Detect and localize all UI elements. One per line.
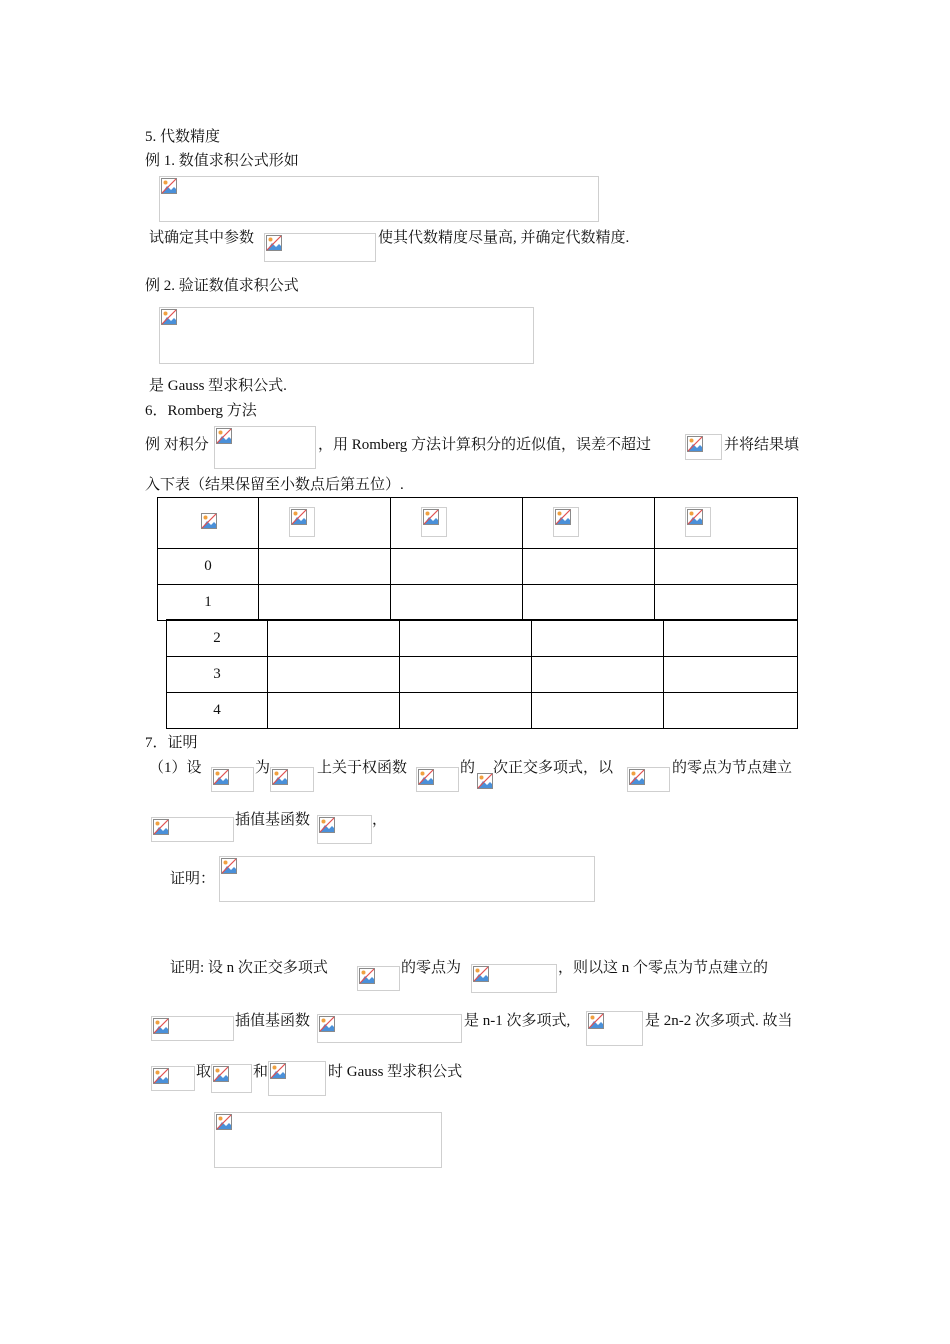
broken-image-icon — [319, 1016, 335, 1032]
broken-image-icon — [153, 819, 169, 835]
broken-image-icon — [687, 436, 703, 452]
header-image — [421, 507, 447, 537]
broken-image-icon — [270, 1063, 286, 1079]
broken-image-icon — [477, 773, 493, 789]
p2-text-a: 插值基函数 — [235, 812, 311, 828]
formula-image — [268, 1061, 326, 1096]
p1-text-c: 上关于权函数 — [317, 760, 408, 776]
p1-text-b: 为 — [255, 760, 271, 776]
broken-image-icon — [213, 769, 229, 785]
broken-image-icon — [161, 178, 177, 194]
example-1-title: 例 1. 数值求积公式形如 — [145, 153, 299, 169]
header-image — [685, 507, 711, 537]
broken-image-icon — [266, 235, 282, 251]
formula-image — [219, 856, 595, 902]
broken-image-icon — [153, 1018, 169, 1034]
broken-image-icon — [216, 428, 232, 444]
table-row — [167, 620, 798, 657]
formula-image — [416, 767, 459, 792]
row-index: 1 — [158, 585, 259, 621]
section-6-heading: 6．Romberg 方法 — [145, 403, 257, 419]
example-text-c: 并将结果填 — [724, 437, 800, 453]
broken-image-icon — [418, 769, 434, 785]
proof-text-b: 的零点为 — [401, 960, 462, 976]
broken-image-icon — [473, 966, 489, 982]
formula-image — [151, 817, 234, 842]
formula-image — [151, 1066, 195, 1091]
romberg-table-top — [157, 497, 798, 621]
broken-image-icon — [319, 817, 335, 833]
table-row — [158, 585, 798, 621]
line2-text-b: 是 n-1 次多项式, — [464, 1013, 571, 1029]
broken-image-icon — [221, 858, 237, 874]
broken-image-icon — [629, 769, 645, 785]
formula-image — [586, 1011, 643, 1046]
row-index: 0 — [158, 549, 259, 585]
row-index: 2 — [167, 620, 268, 657]
table-row — [158, 549, 798, 585]
line2-text-a: 插值基函数 — [235, 1013, 311, 1029]
formula-image — [211, 1064, 252, 1093]
header-cell-k — [158, 498, 259, 549]
row-index: 4 — [167, 693, 268, 729]
formula-image — [357, 966, 400, 991]
p1-text-a: （1）设 — [149, 760, 202, 776]
line2-text-c: 是 2n-2 次多项式. 故当 — [645, 1013, 793, 1029]
formula-image — [159, 307, 534, 364]
header-cell — [523, 498, 655, 549]
section-5-heading: 5. 代数精度 — [145, 129, 221, 145]
line3-text-a: 取 — [196, 1064, 212, 1080]
formula-image — [317, 1014, 462, 1043]
table-row — [167, 693, 798, 729]
formula-image — [214, 1112, 442, 1168]
example-text-a: 例 对积分 — [145, 437, 209, 453]
formula-image — [317, 815, 372, 844]
p2-text-b: ， — [372, 812, 388, 828]
line3-text-c: 时 Gauss 型求积公式 — [328, 1064, 463, 1080]
proof-label: 证明： — [170, 871, 216, 887]
broken-image-icon — [555, 509, 571, 525]
example-text-d: 入下表（结果保留至小数点后第五位）. — [145, 477, 404, 493]
broken-image-icon — [153, 1068, 169, 1084]
tolerance-image — [685, 434, 722, 460]
example-text-b: ，用 Romberg 方法计算积分的近似值，误差不超过 — [318, 437, 652, 453]
broken-image-icon — [213, 1066, 229, 1082]
formula-image — [627, 767, 670, 792]
row-index: 3 — [167, 657, 268, 693]
proof-text-a: 证明: 设 n 次正交多项式 — [170, 960, 328, 976]
broken-image-icon — [359, 968, 375, 984]
example-1-text-b: 使其代数精度尽量高, 并确定代数精度. — [378, 230, 630, 246]
table-row — [167, 657, 798, 693]
broken-image-icon — [216, 1114, 232, 1130]
p1-text-e: 次正交多项式，以 — [493, 760, 614, 776]
header-cell — [655, 498, 798, 549]
example-2-title: 例 2. 验证数值求积公式 — [145, 278, 299, 294]
broken-image-icon — [588, 1013, 604, 1029]
formula-image — [270, 767, 314, 792]
formula-image — [211, 767, 254, 792]
example-2-text: 是 Gauss 型求积公式. — [149, 378, 287, 394]
formula-image — [471, 964, 557, 993]
line3-text-b: 和 — [253, 1064, 269, 1080]
header-image — [289, 507, 315, 537]
broken-image-icon — [161, 309, 177, 325]
formula-image — [151, 1016, 234, 1041]
header-image — [553, 507, 579, 537]
integral-image — [214, 426, 316, 469]
broken-image-icon — [272, 769, 288, 785]
header-cell — [259, 498, 391, 549]
broken-image-icon — [687, 509, 703, 525]
header-cell — [391, 498, 523, 549]
romberg-table-bottom — [166, 619, 798, 729]
broken-image-icon — [291, 509, 307, 525]
parameter-image — [264, 233, 376, 262]
formula-image — [476, 772, 493, 789]
header-image — [200, 512, 218, 534]
example-1-text-a: 试确定其中参数 — [149, 230, 255, 246]
p1-text-d: 的 — [460, 760, 476, 776]
formula-image — [159, 176, 599, 222]
broken-image-icon — [201, 513, 217, 529]
p1-text-f: 的零点为节点建立 — [672, 760, 793, 776]
section-7-heading: 7．证明 — [145, 735, 198, 751]
proof-text-c: ，则以这 n 个零点为节点建立的 — [558, 960, 769, 976]
broken-image-icon — [423, 509, 439, 525]
